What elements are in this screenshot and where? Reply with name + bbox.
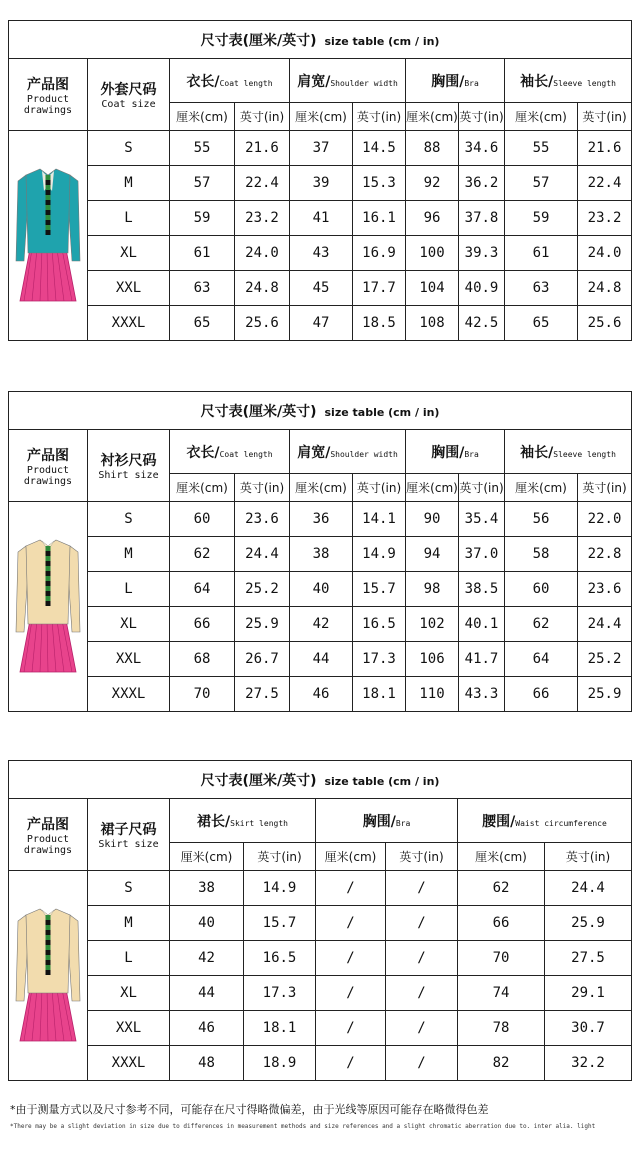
value-cell: 55 [170,131,235,166]
value-cell: 39.3 [459,236,505,271]
value-cell: 38 [170,871,244,906]
value-cell: 38 [290,537,353,572]
table-row [9,976,632,1011]
value-cell: 24.4 [235,537,290,572]
size-cell: L [88,201,170,236]
value-cell: 61 [505,236,578,271]
table-row [9,572,632,607]
title-cn: 尺寸表(厘米/英寸) [200,32,317,49]
value-cell: 14.9 [244,871,316,906]
product-image-cell [9,502,88,712]
shoulder-header-cn: 肩宽/ [297,444,331,461]
value-cell: 18.5 [353,306,406,341]
value-cell: 17.3 [353,642,406,677]
bust-header-cn: 胸围/ [431,444,465,461]
table-row [9,607,632,642]
value-cell: 22.4 [578,166,632,201]
value-cell: 65 [170,306,235,341]
value-cell: 27.5 [235,677,290,712]
size-cell: S [88,871,170,906]
value-cell: 25.6 [578,306,632,341]
table-row [9,306,632,341]
waist-header-cn: 腰围/ [482,813,516,830]
value-cell: 62 [170,537,235,572]
value-cell: 42 [290,607,353,642]
skirt-rows [9,871,632,1081]
size-label-cn: 外套尺码 [100,82,157,98]
unit-cm: 厘米(cm) [458,843,545,871]
size-cell: M [88,537,170,572]
table-row [9,201,632,236]
product-label-en-2: drawings [23,475,73,487]
size-cell: XL [88,236,170,271]
value-cell: 38.5 [459,572,505,607]
size-cell: M [88,166,170,201]
unit-cm: 厘米(cm) [505,474,578,502]
size-header [88,430,170,502]
value-cell: / [316,1011,386,1046]
value-cell: 42 [170,941,244,976]
product-label-en-2: drawings [23,104,73,116]
value-cell: 41.7 [459,642,505,677]
unit-in: 英寸(in) [578,474,632,502]
coat-outfit-image [14,161,82,311]
product-header [9,59,88,131]
product-header [9,430,88,502]
coat-rows [9,131,632,341]
shirt-size-table [8,391,632,712]
table-row [9,166,632,201]
value-cell: 94 [406,537,459,572]
length-header [170,59,290,103]
value-cell: 44 [290,642,353,677]
bust-header-cn: 胸围/ [362,813,396,830]
unit-in: 英寸(in) [459,103,505,131]
value-cell: 57 [170,166,235,201]
unit-in: 英寸(in) [386,843,458,871]
value-cell: / [386,906,458,941]
size-cell: S [88,131,170,166]
value-cell: 40 [290,572,353,607]
bust-header-en: Bra [464,78,479,88]
value-cell: / [316,976,386,1011]
product-label-en-1: Product [26,464,70,476]
table-row [9,941,632,976]
value-cell: 63 [505,271,578,306]
length-header [170,430,290,474]
value-cell: 16.5 [353,607,406,642]
value-cell: 59 [170,201,235,236]
value-cell: 24.8 [235,271,290,306]
value-cell: 48 [170,1046,244,1081]
table-row [9,1011,632,1046]
value-cell: 60 [170,502,235,537]
title-en: size table (cm / in) [324,405,440,419]
value-cell: 25.9 [235,607,290,642]
value-cell: 37.0 [459,537,505,572]
value-cell: 24.8 [578,271,632,306]
value-cell: 104 [406,271,459,306]
value-cell: 40.1 [459,607,505,642]
value-cell: 78 [458,1011,545,1046]
value-cell: 14.9 [353,537,406,572]
value-cell: 66 [505,677,578,712]
value-cell: 74 [458,976,545,1011]
value-cell: 70 [170,677,235,712]
unit-cm: 厘米(cm) [406,103,459,131]
product-label-cn: 产品图 [27,447,69,464]
unit-cm: 厘米(cm) [316,843,386,871]
shoulder-header-en: Shoulder width [330,449,398,459]
coat-size-table [8,20,632,341]
value-cell: 90 [406,502,459,537]
size-cell: XXXL [88,306,170,341]
bust-header [406,59,505,103]
size-label-cn: 裙子尺码 [100,822,157,838]
value-cell: 25.6 [235,306,290,341]
product-label-en-1: Product [26,833,70,845]
value-cell: 40 [170,906,244,941]
value-cell: 23.2 [235,201,290,236]
value-cell: 25.9 [578,677,632,712]
table-row [9,906,632,941]
value-cell: 22.4 [235,166,290,201]
value-cell: 43.3 [459,677,505,712]
skirt-length-header-en: Skirt length [230,818,288,828]
unit-in: 英寸(in) [235,103,290,131]
length-header-cn: 衣长/ [186,444,220,461]
value-cell: 15.7 [244,906,316,941]
unit-cm: 厘米(cm) [170,103,235,131]
value-cell: 40.9 [459,271,505,306]
title-cn: 尺寸表(厘米/英寸) [200,403,317,420]
sleeve-header-cn: 袖长/ [520,444,554,461]
value-cell: / [316,941,386,976]
table-row [9,236,632,271]
waist-header [458,799,632,843]
size-header [88,59,170,131]
value-cell: 62 [505,607,578,642]
value-cell: 21.6 [235,131,290,166]
value-cell: 25.2 [578,642,632,677]
unit-cm: 厘米(cm) [170,843,244,871]
value-cell: 18.9 [244,1046,316,1081]
value-cell: / [316,1046,386,1081]
product-image-cell [9,871,88,1081]
unit-in: 英寸(in) [545,843,632,871]
footnote-en: *There may be a slight deviation in size due to differences in measurement methods and size references and a slight chromatic aberration due to. inter alia. light [10,1123,596,1130]
value-cell: 96 [406,201,459,236]
shirt-outfit-image [14,532,82,682]
size-label-en: Skirt size [98,839,159,850]
value-cell: / [316,906,386,941]
title-en: size table (cm / in) [324,774,440,788]
table-row [9,131,632,166]
value-cell: 21.6 [578,131,632,166]
value-cell: 30.7 [545,1011,632,1046]
value-cell: 68 [170,642,235,677]
table-row [9,1046,632,1081]
length-header-cn: 衣长/ [186,73,220,90]
value-cell: 106 [406,642,459,677]
value-cell: 45 [290,271,353,306]
bust-header [406,430,505,474]
value-cell: 98 [406,572,459,607]
value-cell: 16.1 [353,201,406,236]
value-cell: 65 [505,306,578,341]
size-label-en: Coat size [101,99,156,110]
size-cell: S [88,502,170,537]
unit-in: 英寸(in) [235,474,290,502]
table-row [9,642,632,677]
value-cell: 36 [290,502,353,537]
unit-cm: 厘米(cm) [505,103,578,131]
value-cell: 24.4 [578,607,632,642]
value-cell: 64 [170,572,235,607]
value-cell: 43 [290,236,353,271]
table-row [9,271,632,306]
value-cell: 15.3 [353,166,406,201]
size-cell: L [88,941,170,976]
bust-header-en: Bra [464,449,479,459]
sleeve-header-en: Sleeve length [553,78,616,88]
value-cell: 58 [505,537,578,572]
value-cell: / [386,941,458,976]
length-header-en: Coat length [219,449,273,459]
value-cell: 66 [458,906,545,941]
table-title [9,21,632,59]
value-cell: 56 [505,502,578,537]
table-title [9,392,632,430]
value-cell: 27.5 [545,941,632,976]
size-cell: M [88,906,170,941]
value-cell: / [316,871,386,906]
unit-in: 英寸(in) [353,474,406,502]
value-cell: 23.6 [235,502,290,537]
value-cell: 22.8 [578,537,632,572]
size-cell: XXXL [88,677,170,712]
value-cell: 17.7 [353,271,406,306]
shoulder-header-cn: 肩宽/ [297,73,331,90]
value-cell: 47 [290,306,353,341]
value-cell: 46 [170,1011,244,1046]
value-cell: 34.6 [459,131,505,166]
unit-in: 英寸(in) [244,843,316,871]
value-cell: 62 [458,871,545,906]
size-label-cn: 衬衫尺码 [100,453,157,469]
shoulder-header [290,430,406,474]
value-cell: 36.2 [459,166,505,201]
product-label-en-2: drawings [23,844,73,856]
table-row [9,537,632,572]
value-cell: 14.5 [353,131,406,166]
value-cell: 46 [290,677,353,712]
value-cell: 25.2 [235,572,290,607]
value-cell: 15.7 [353,572,406,607]
value-cell: 23.6 [578,572,632,607]
table-row [9,502,632,537]
value-cell: 102 [406,607,459,642]
unit-in: 英寸(in) [459,474,505,502]
value-cell: 37 [290,131,353,166]
sleeve-header-cn: 袖长/ [520,73,554,90]
value-cell: 16.5 [244,941,316,976]
unit-cm: 厘米(cm) [290,474,353,502]
unit-cm: 厘米(cm) [406,474,459,502]
value-cell: / [386,1011,458,1046]
unit-cm: 厘米(cm) [170,474,235,502]
size-cell: XXXL [88,1046,170,1081]
value-cell: 16.9 [353,236,406,271]
skirt-outfit-image [14,901,82,1051]
shoulder-header [290,59,406,103]
skirt-size-table [8,760,632,1081]
size-cell: XL [88,607,170,642]
title-cn: 尺寸表(厘米/英寸) [200,772,317,789]
value-cell: 55 [505,131,578,166]
value-cell: 37.8 [459,201,505,236]
length-header-en: Coat length [219,78,273,88]
size-cell: L [88,572,170,607]
size-cell: XXL [88,642,170,677]
size-cell: XL [88,976,170,1011]
value-cell: 108 [406,306,459,341]
value-cell: 66 [170,607,235,642]
value-cell: 18.1 [353,677,406,712]
value-cell: 42.5 [459,306,505,341]
value-cell: 23.2 [578,201,632,236]
value-cell: 88 [406,131,459,166]
value-cell: / [386,1046,458,1081]
product-label-cn: 产品图 [27,816,69,833]
value-cell: 64 [505,642,578,677]
value-cell: 22.0 [578,502,632,537]
value-cell: 14.1 [353,502,406,537]
value-cell: 100 [406,236,459,271]
value-cell: 41 [290,201,353,236]
size-label-en: Shirt size [98,470,159,481]
product-label-en-1: Product [26,93,70,105]
value-cell: 25.9 [545,906,632,941]
unit-in: 英寸(in) [353,103,406,131]
value-cell: 44 [170,976,244,1011]
value-cell: 29.1 [545,976,632,1011]
table-row [9,677,632,712]
value-cell: 92 [406,166,459,201]
bust-header-en: Bra [395,818,411,828]
footnote-cn: *由于测量方式以及尺寸参考不同，可能存在尺寸得略微偏差，由于光线等原因可能存在略微得色差 [10,1103,489,1116]
bust-header-cn: 胸围/ [431,73,465,90]
value-cell: 82 [458,1046,545,1081]
sleeve-header-en: Sleeve length [553,449,616,459]
value-cell: 17.3 [244,976,316,1011]
value-cell: 59 [505,201,578,236]
value-cell: 70 [458,941,545,976]
value-cell: 60 [505,572,578,607]
value-cell: 63 [170,271,235,306]
product-label-cn: 产品图 [27,76,69,93]
value-cell: / [386,871,458,906]
value-cell: 57 [505,166,578,201]
value-cell: 18.1 [244,1011,316,1046]
title-en: size table (cm / in) [324,34,440,48]
shoulder-header-en: Shoulder width [330,78,398,88]
value-cell: 110 [406,677,459,712]
size-cell: XXL [88,1011,170,1046]
sleeve-header [505,430,632,474]
table-row [9,871,632,906]
value-cell: 24.4 [545,871,632,906]
table-title [9,761,632,799]
size-header [88,799,170,871]
skirt-length-header [170,799,316,843]
skirt-length-header-cn: 裙长/ [197,813,231,830]
shirt-rows [9,502,632,712]
waist-header-en: Waist circumference [515,818,607,828]
product-image-cell [9,131,88,341]
product-header [9,799,88,871]
unit-cm: 厘米(cm) [290,103,353,131]
value-cell: 24.0 [578,236,632,271]
value-cell: 35.4 [459,502,505,537]
value-cell: 26.7 [235,642,290,677]
value-cell: 32.2 [545,1046,632,1081]
value-cell: / [386,976,458,1011]
value-cell: 61 [170,236,235,271]
sleeve-header [505,59,632,103]
value-cell: 24.0 [235,236,290,271]
unit-in: 英寸(in) [578,103,632,131]
value-cell: 39 [290,166,353,201]
bust-header [316,799,458,843]
size-cell: XXL [88,271,170,306]
